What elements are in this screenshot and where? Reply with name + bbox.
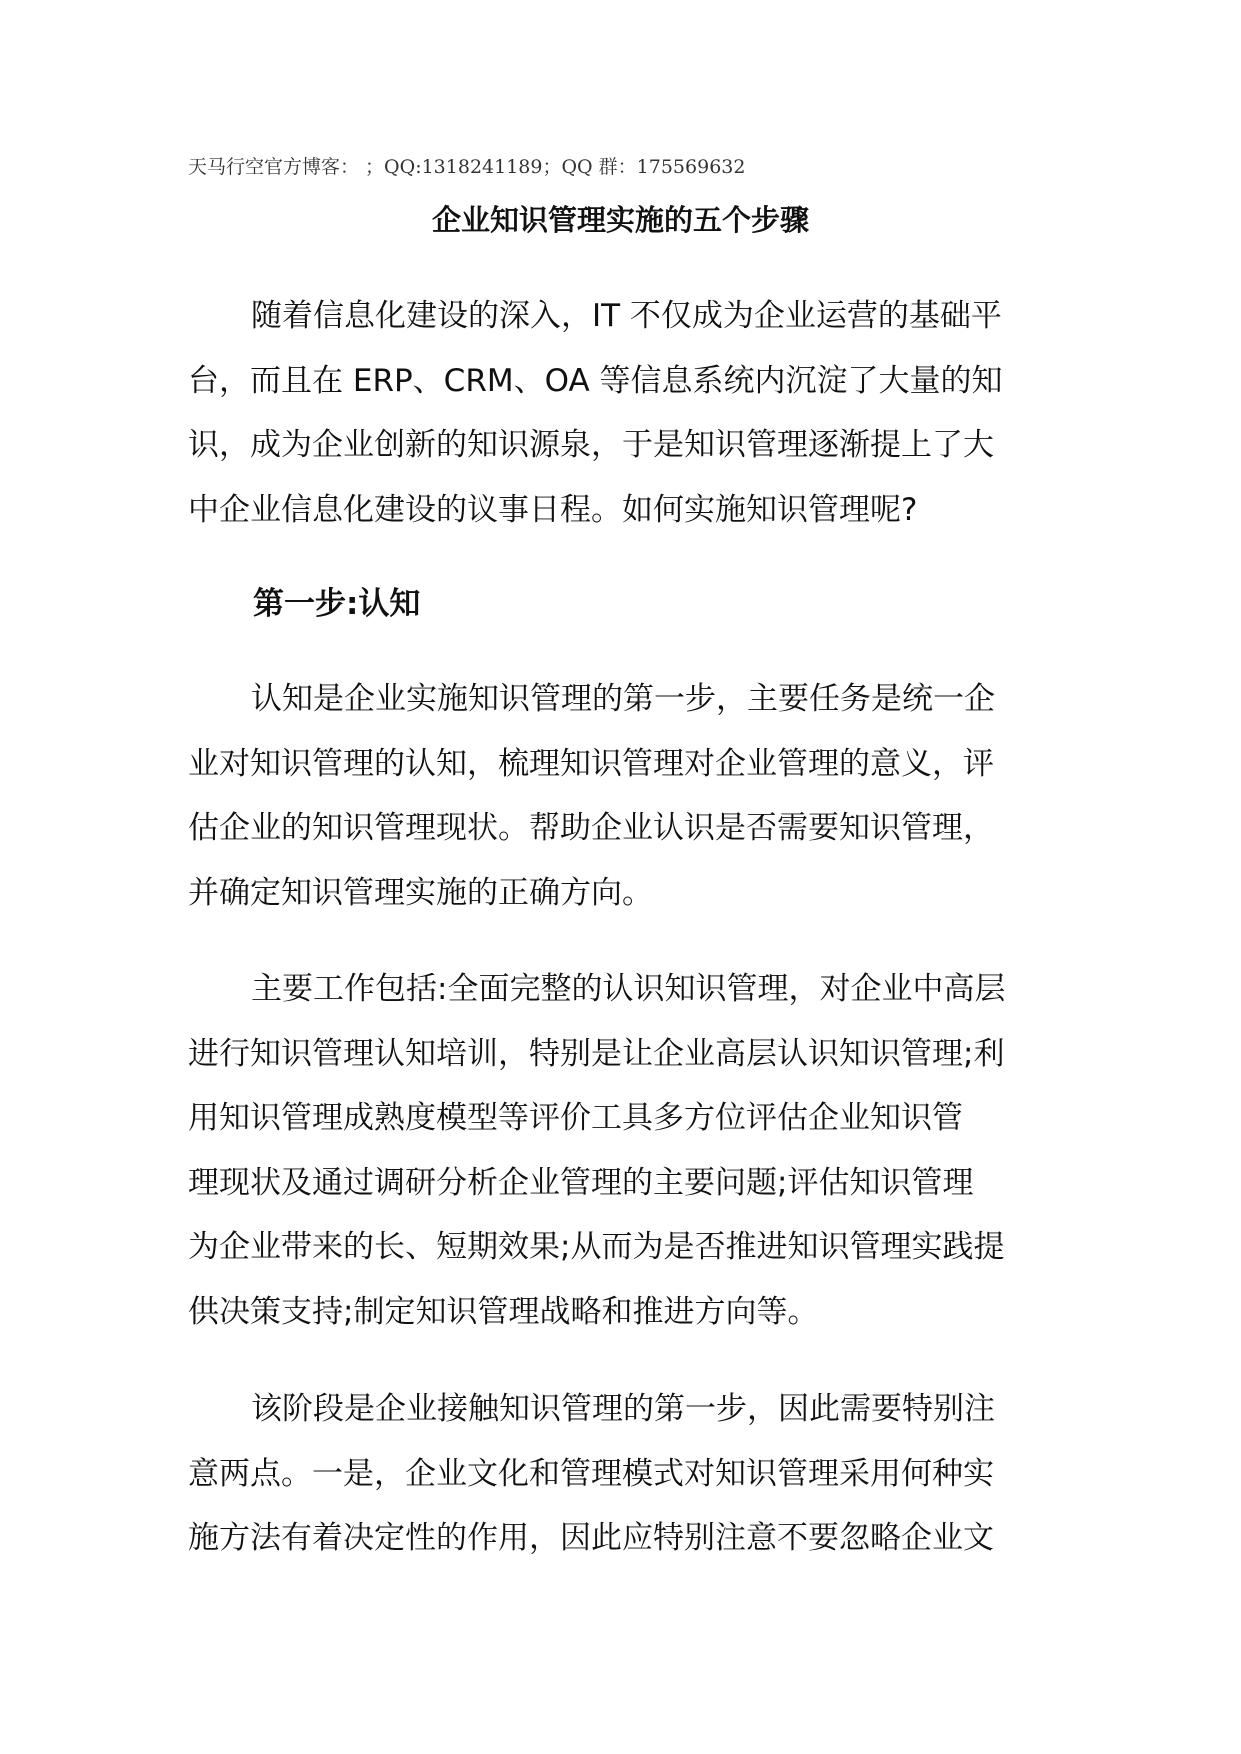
paragraph-line: 该阶段是企业接触知识管理的第一步，因此需要特别注 [251,1391,995,1427]
document-title: 企业知识管理实施的五个步骤 [431,203,809,237]
intro-paragraph [188,284,1068,542]
paragraph-line: 并确定知识管理实施的正确方向。 [188,874,653,911]
paragraph-line: 台，而且在 ERP、CRM、OA 等信息系统内沉淀了大量的知 [188,362,1003,399]
paragraph-line: 识，成为企业创新的知识源泉，于是知识管理逐渐提上了大 [188,427,994,463]
paragraph-line: 供决策支持;制定知识管理战略和推进方向等。 [188,1293,819,1330]
paragraph-line: 施方法有着决定性的作用，因此应特别注意不要忽略企业文 [188,1520,994,1556]
paragraph-line: 随着信息化建设的深入，IT 不仅成为企业运营的基础平 [251,298,1002,334]
section-heading-step-one: 第一步:认知 [253,586,421,622]
stage-notes-paragraph [188,1377,1068,1571]
paragraph-line: 意两点。一是，企业文化和管理模式对知识管理采用何种实 [188,1455,994,1492]
paragraph-line: 业对知识管理的认知，梳理知识管理对企业管理的意义，评 [188,745,994,782]
paragraph-line: 为企业带来的长、短期效果;从而为是否推进知识管理实践提 [188,1229,1005,1265]
cognition-paragraph [188,667,1068,925]
header-contact-line: 天马行空官方博客： ；QQ:1318241189；QQ 群：175569632 [188,156,746,178]
paragraph-line: 认知是企业实施知识管理的第一步，主要任务是统一企 [251,681,995,717]
main-work-paragraph [188,957,1068,1344]
paragraph-line: 主要工作包括:全面完整的认识知识管理，对企业中高层 [251,971,1006,1007]
paragraph-line: 理现状及通过调研分析企业管理的主要问题;评估知识管理 [188,1164,974,1201]
paragraph-line: 估企业的知识管理现状。帮助企业认识是否需要知识管理， [188,810,994,846]
paragraph-line: 进行知识管理认知培训，特别是让企业高层认识知识管理;利 [188,1035,1005,1072]
paragraph-line: 中企业信息化建设的议事日程。如何实施知识管理呢? [188,491,918,528]
paragraph-line: 用知识管理成熟度模型等评价工具多方位评估企业知识管 [188,1100,963,1136]
